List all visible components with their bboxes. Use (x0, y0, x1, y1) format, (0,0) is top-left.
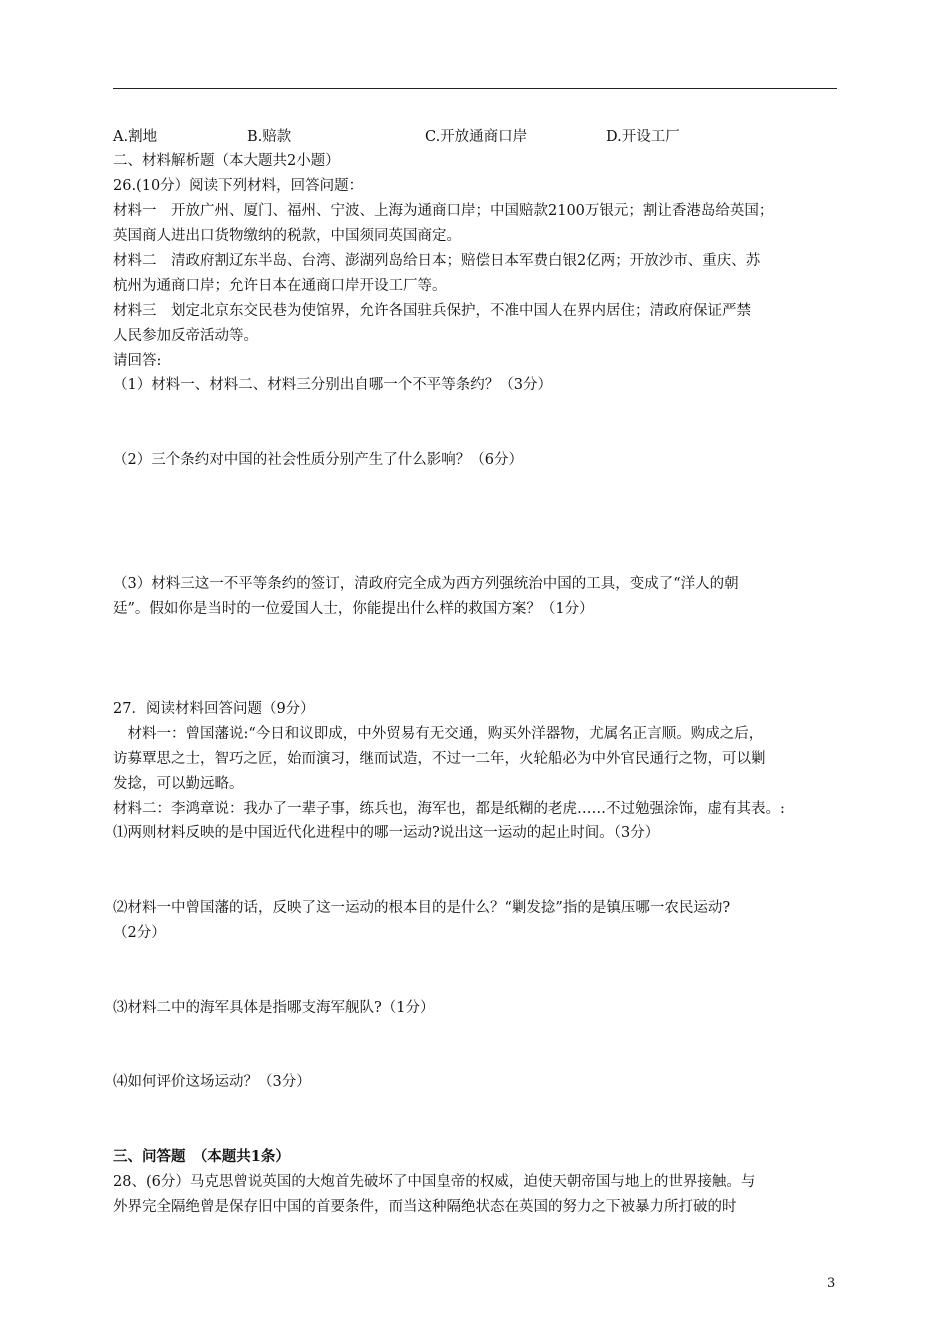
q28-line1: 28、(6分）马克思曾说英国的大炮首先破坏了中国皇帝的权威，迫使天朝帝国与地上的世界接触。与 (113, 1174, 756, 1190)
q26-material2-line1: 材料二 清政府割辽东半岛、台湾、澎湖列岛给日本；赔偿日本军费白银2亿两；开放沙市、重庆、苏 (113, 253, 761, 269)
option-a: A.割地 (113, 129, 158, 145)
q27-sub2-line1: ⑵材料一中曾国藩的话，反映了这一运动的根本目的是什么？“剿发捻”指的是镇压哪一农民运动? (113, 900, 731, 916)
q26-material2-line2: 杭州为通商口岸；允许日本在通商口岸开设工厂等。 (113, 278, 447, 294)
q26-material3-line1: 材料三 划定北京东交民巷为使馆界，允许各国驻兵保护，不准中国人在界内居住；清政府保证严禁 (113, 303, 751, 319)
q27-sub4: ⑷如何评价这场运动？（3分） (113, 1074, 311, 1090)
q27-sub2-line2: （2分） (113, 925, 166, 941)
option-d: D.开设工厂 (606, 129, 680, 145)
q28-line2: 外界完全隔绝曾是保存旧中国的首要条件，而当这种隔绝状态在英国的努力之下被暴力所打破的时 (113, 1199, 737, 1215)
q26-material3-line2: 人民参加反帝活动等。 (113, 328, 258, 344)
q26-material1-line2: 英国商人进出口货物缴纳的税款，中国须同英国商定。 (113, 228, 461, 244)
q27-material1-line2: 访募覃思之士，智巧之匠，始而演习，继而试造，不过一二年，火轮船必为中外官民通行之物，可以剿 (113, 751, 766, 767)
section3-title: 三、问答题 （本题共1条） (113, 1148, 290, 1165)
header-rule (113, 88, 837, 89)
q27-sub3: ⑶材料二中的海军具体是指哪支海军舰队?（1分） (113, 1000, 435, 1016)
section2-title: 二、材料解析题（本大题共2小题） (113, 153, 340, 169)
q27-material1-line3: 发捻，可以勤远略。 (113, 776, 244, 792)
q27-sub1: ⑴两则材料反映的是中国近代化进程中的哪一运动?说出这一运动的起止时间。（3分） (113, 825, 660, 841)
q27-material2-line1: 材料二：李鸿章说：我办了一辈子事，练兵也，海军也，都是纸糊的老虎……不过勉强涂饰，虚有其表。: (113, 801, 785, 817)
page-number: 3 (827, 1276, 836, 1291)
q26-sub1: （1）材料一、材料二、材料三分别出自哪一个不平等条约？（3分） (113, 377, 552, 393)
q26-sub3-line1: （3）材料三这一不平等条约的签订，清政府完全成为西方列强统治中国的工具，变成了“洋人的朝 (113, 576, 739, 592)
q26-sub3-line2: 廷”。假如你是当时的一位爱国人士，你能提出什么样的救国方案？（1分） (113, 601, 594, 617)
q26-sub2: （2）三个条约对中国的社会性质分别产生了什么影响？（6分） (113, 452, 523, 468)
option-b: B.赔款 (247, 129, 292, 145)
q26-ask: 请回答: (113, 353, 162, 369)
q26-material1-line1: 材料一 开放广州、厦门、福州、宁波、上海为通商口岸；中国赔款2100万银元；割让香港岛给英国； (113, 203, 774, 219)
q27-material1-line1: 材料一：曾国藩说:“今日和议即成，中外贸易有无交通，购买外洋器物，尤属名正言顺。购成之后， (113, 726, 764, 742)
q27-head: 27．阅读材料回答问题（9分） (113, 701, 315, 717)
q26-head: 26.(10分）阅读下列材料，回答问题： (113, 178, 364, 194)
option-c: C.开放通商口岸 (425, 129, 528, 145)
